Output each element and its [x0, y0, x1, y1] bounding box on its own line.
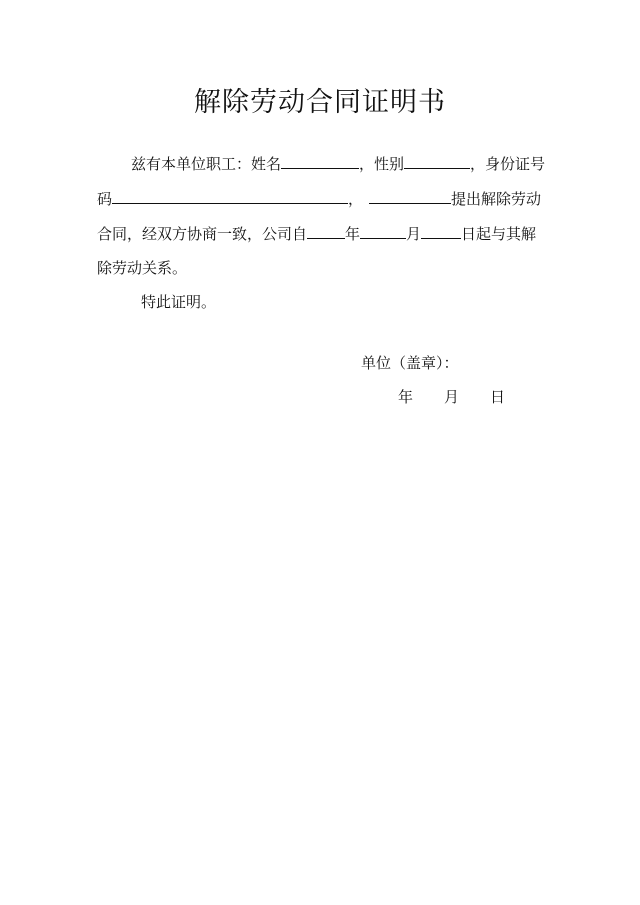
employee-name-label: 兹有本单位职工：姓名	[131, 155, 282, 173]
body-line-4: 除劳动关系。	[97, 259, 188, 277]
year-blank	[307, 222, 345, 239]
certify-text: 特此证明。	[141, 293, 217, 311]
signature-day: 日	[490, 388, 506, 406]
propose-termination-text: 提出解除劳动	[451, 190, 542, 208]
year-text: 年	[345, 225, 361, 243]
unit-seal-label: 单位（盖章）：	[361, 354, 459, 372]
agreement-text: 合同，经双方协商一致，公司自	[97, 225, 308, 243]
name-blank	[281, 152, 359, 169]
body-line-3	[97, 222, 536, 246]
gender-blank	[404, 152, 470, 169]
id-number-label-cont: 码	[97, 190, 113, 208]
day-text: 日起与其解	[461, 225, 537, 243]
signature-date	[398, 386, 505, 407]
comma-text: ，	[348, 190, 364, 208]
id-number-blank	[112, 187, 348, 204]
gender-label: ，性别	[359, 155, 405, 173]
signature-year: 年	[398, 388, 414, 406]
body-line-2	[97, 187, 541, 211]
month-blank	[360, 222, 406, 239]
document-title: 解除劳动合同证明书	[194, 87, 446, 118]
proposer-blank	[369, 187, 451, 204]
day-blank	[421, 222, 461, 239]
id-number-label: ，身份证号	[470, 155, 546, 173]
month-text: 月	[406, 225, 422, 243]
body-line-1	[131, 152, 545, 176]
signature-month: 月	[444, 388, 460, 406]
